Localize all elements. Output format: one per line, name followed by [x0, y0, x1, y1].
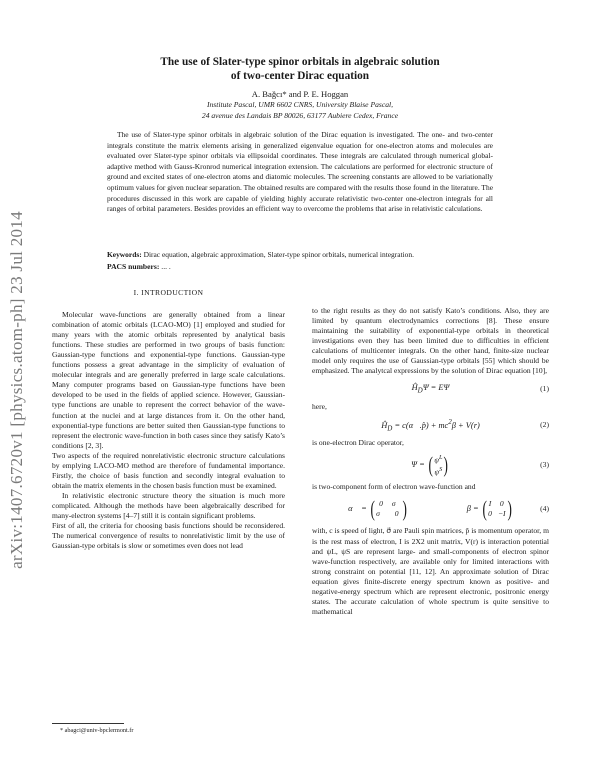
- abstract: The use of Slater-type spinor orbitals in algebraic solution of the Dirac equation is investigated. The one- and two-center integrals constitute the matrix elements arising in generalized eigenvalue equation for one-electron atoms and molecules are evaluated over Slater-type spinor orbitals via ellipsoidal coordinates. These integrals are calculated through numerical global-adaptive method with Gauss-Kronrod numerical integration extension. The calculations are performed for electronic structure of ground and excited states of one-electron atoms and diatomic molecules. The screening constants are allowed to be variationally optimum values for given nuclear separation. The obtained results are compared with the results those found in the literature. The procedures discussed in this work are capable of yielding highly accurate relativistic two-center one-electron integrals for all ranges of orbital parameters. Besides provides an efficient way to overcome the problems that arise in relativistic calculations.: [107, 130, 493, 214]
- equation-2: [312, 412, 549, 438]
- paper-title: [100, 55, 500, 83]
- equation-4-body: α⃗ = ( 0 σ⃗ σ⃗ 0 ) β = ( I 0 0 −I ): [348, 496, 512, 522]
- pacs-label: PACS numbers:: [107, 262, 160, 271]
- left-column: [52, 288, 285, 551]
- footnote-email: * abagci@univ-bpclermont.fr: [60, 727, 134, 734]
- pacs-numbers: [107, 262, 493, 271]
- after-equation-3-text: is two-component form of electron wave-function and: [312, 482, 476, 492]
- equation-3-number: (3): [540, 460, 549, 470]
- equation-3-body: Ψ = ( $\psi^L$ $\psi^S$ ): [411, 452, 449, 478]
- equation-4-number: (4): [540, 504, 549, 514]
- pacs-text: ... .: [159, 262, 171, 271]
- equation-3: [312, 448, 549, 482]
- paragraph-symbol-definitions: with, c is speed of light, σ⃗ are Pauli spin matrices, p̂ is momentum operator, m is the rest mass of electron, I is 2X2 unit matrix, V(r) is interaction potential and ψL, ψS are represent large- and small-components of electron spinor wave-function respectively, are available only for limited interactions with strong constraint on potential [11, 12]. An approximate solution of Dirac equation gives finite-discrete energy spectrum known as positive- and negative-energy spectrum which are represent electronic, positronic energy states. The accurate calculation of whole spectrum is quite sensitive to mathematical: [312, 526, 549, 616]
- paragraph-criteria: First of all, the criteria for choosing basis functions should be reconsidered. The numerical convergence of results to nonrelativistic limit by the use of Gaussian-type orbitals is slow or sometimes even does not lead: [52, 521, 285, 551]
- arxiv-identifier: [2, 190, 32, 590]
- equation-2-body: $Ĥ_D$ = c(α⃗.p̂) + $mc^2\beta + V(r)$: [381, 418, 480, 433]
- affiliation-line-1: Institute Pascal, UMR 6602 CNRS, University Blaise Pascal,: [206, 100, 394, 109]
- equation-1-body: $Ĥ_D\Psi = E\Psi$: [411, 382, 450, 395]
- right-column: [312, 306, 549, 617]
- affiliation: [100, 100, 500, 121]
- after-equation-2-text: is one-electron Dirac operator,: [312, 438, 404, 448]
- keywords-text: Dirac equation, algebraic approximation, Slater-type spinor orbitals, numerical integration.: [143, 250, 414, 259]
- title-line-1: The use of Slater-type spinor orbitals in algebraic solution: [160, 56, 440, 68]
- equation-4: [312, 492, 549, 526]
- paragraph-relativistic: In relativistic electronic structure theory the situation is much more complicated. Although the methods have been algebraically described for many-electron systems [4–7] still it is contain significant problems.: [52, 490, 285, 520]
- paragraph-two-aspects: Two aspects of the required nonrelativistic electronic structure calculations by emplying LACO-MO method are therefore of fundamental importance. Firstly, the choice of basis function and secondly integral evaluation to obtain the matrix elements in the chosen basis function must be examined.: [52, 450, 285, 490]
- arxiv-identifier-text: arXiv:1407.6720v1 [physics.atom-ph] 23 Jul 2014: [7, 211, 26, 569]
- keywords-label: Keywords:: [107, 250, 142, 259]
- paragraph-kato-conditions: to the right results as they do not satisfy Kato’s conditions. Also, they are limited by quantum electrodynamics corrections [8]. These ensure maintaining the suitability of exponential-type orbitals in theoretical investigations even they has been limited due to difficulties in efficient calculations of multicenter integrals. On the other hand, finite-size nuclear model only requires the use of Gaussian-type orbitals [55] which should be emphasized. The analytcal expressions by the solution of Dirac equation [10],: [312, 306, 549, 376]
- equation-1: [312, 376, 549, 402]
- equation-1-number: (1): [540, 384, 549, 394]
- affiliation-line-2: 24 avenue des Landais BP 80026, 63177 Aubiere Cedex, France: [201, 110, 399, 120]
- section-heading-introduction: I. INTRODUCTION: [133, 288, 204, 297]
- equation-2-number: (2): [540, 420, 549, 430]
- title-line-2: of two-center Dirac equation: [230, 70, 370, 82]
- footnote-rule: [52, 723, 124, 724]
- here-text: here,: [312, 402, 327, 412]
- authors: A. Bağcı* and P. E. Hoggan: [251, 89, 349, 99]
- keywords: [107, 250, 493, 260]
- paragraph-basis-functions: Molecular wave-functions are generally obtained from a linear combination of atomic orbitals (LCAO-MO) [1] employed and studied for many years with the atomic orbitals represented by analytical basis functions. These studies are performed in two groups of basis function: Gaussian-type functions and exponential-type functions. Gaussian-type functions possess a great advantage in the simplicity of evaluation of molecular integrals and are generally preferred in large scale calculations. Many computer programs based on Gaussian-type functions have been developed to be used in the fields of applied science. However, Gaussian-type functions are unable to represent the correct behavior of the wave-function at the nuclei and at large distances from it. On the other hand, exponential-type functions are better suited then Gaussian-type functions to represent the electronic wave-function in both cases since they satisfy Kato’s conditions [2, 3].: [52, 310, 285, 450]
